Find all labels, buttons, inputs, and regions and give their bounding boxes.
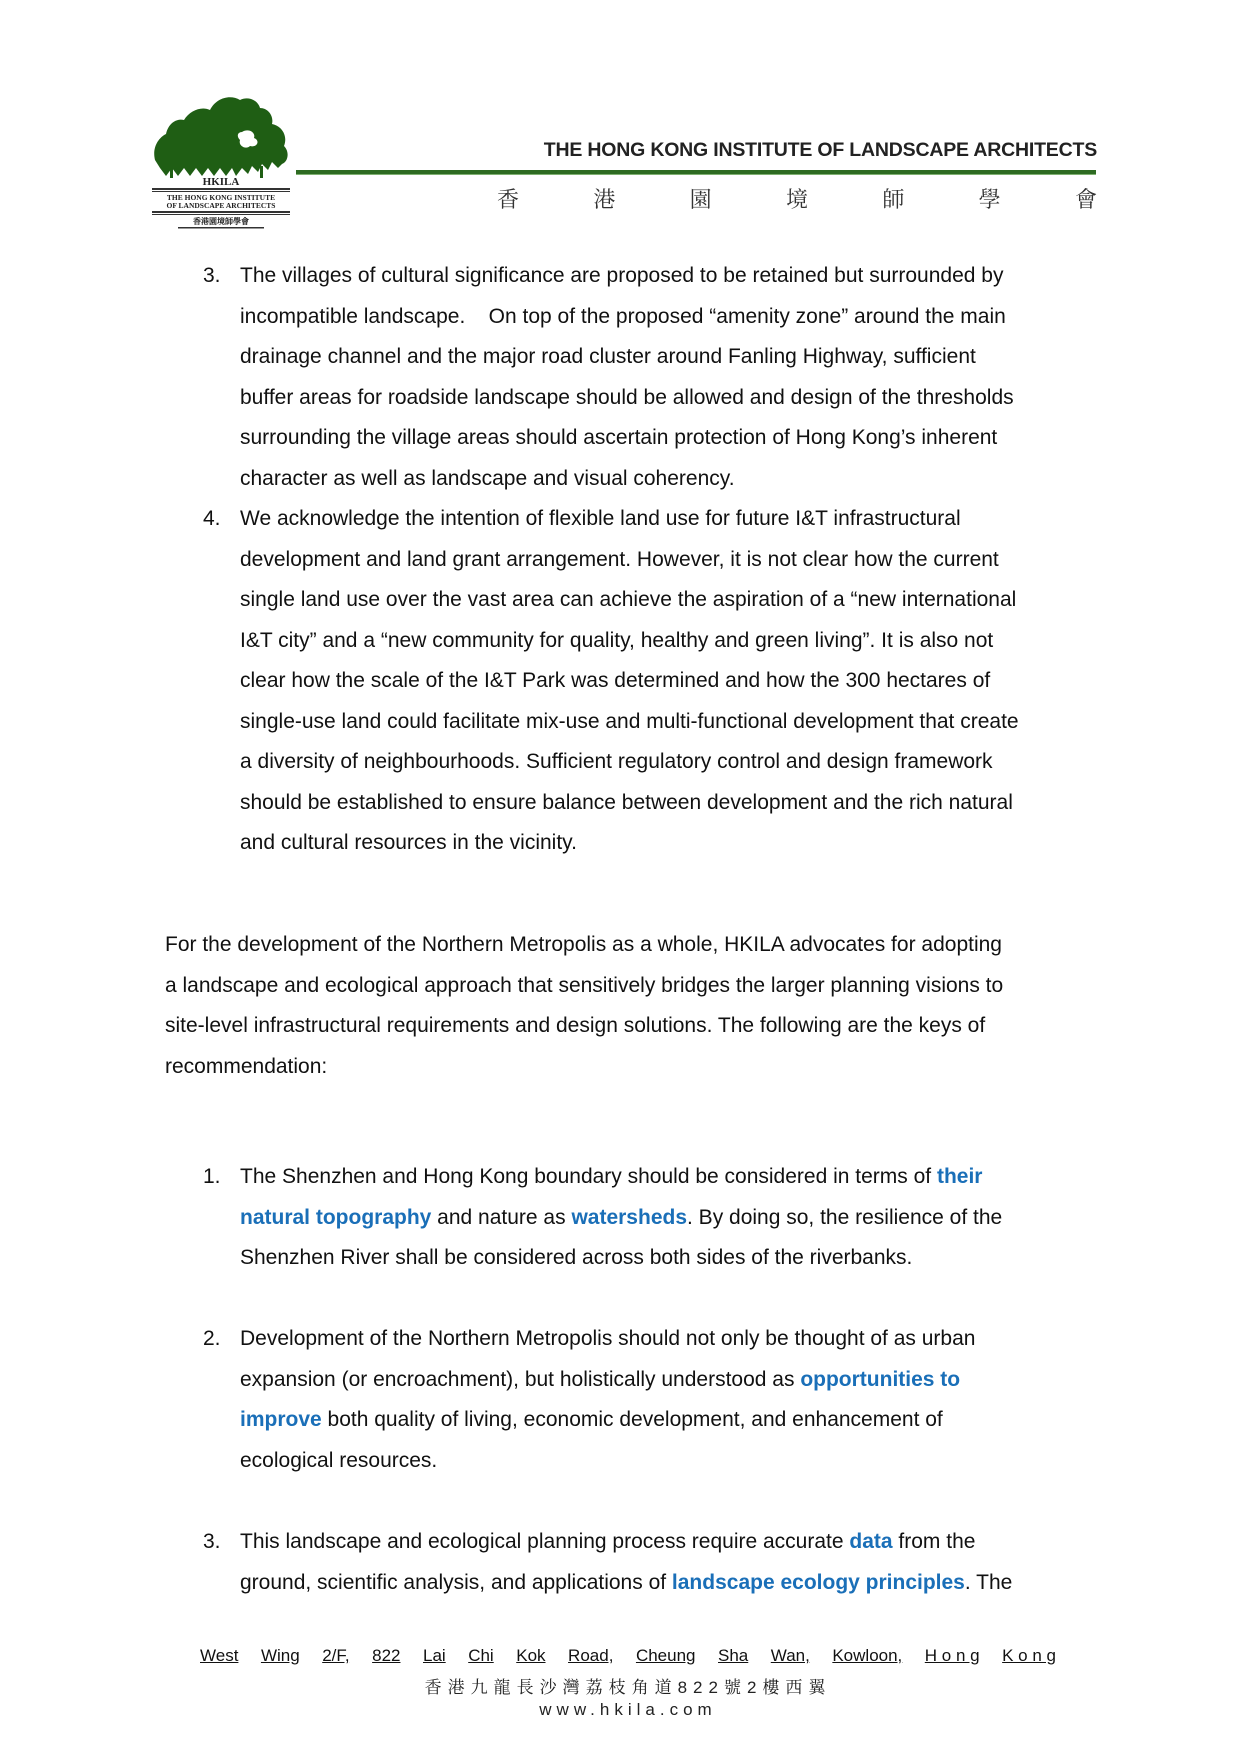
recommendation-list-item-1 (203, 1157, 1103, 1279)
list-item (203, 1522, 1103, 1603)
text-run: and nature as (431, 1205, 572, 1229)
footer-address-en (200, 1646, 1056, 1666)
address-word: Chi (468, 1646, 494, 1665)
text-run: . The (964, 1570, 1013, 1594)
highlight-term: improve (240, 1408, 322, 1431)
text-line: single-use land could facilitate mix-use and multi-functional development that create (240, 709, 1019, 733)
address-word: Sha (718, 1646, 749, 1665)
text-line: a landscape and ecological approach that sensitively bridges the larger planning visions to (165, 973, 1004, 997)
zh-char: 境 (785, 188, 808, 213)
tree-logo-icon (150, 88, 292, 230)
concerns-list (203, 256, 1103, 864)
text-line: drainage channel and the major road cluster around Fanling Highway, sufficient (240, 345, 976, 368)
address-word: Cheung (635, 1646, 696, 1665)
highlight-term: opportunities to (800, 1367, 961, 1391)
text-line: single land use over the vast area can achieve the aspiration of a “new international (240, 588, 1017, 611)
svg-text:THE HONG KONG INSTITUTE: THE HONG KONG INSTITUTE (166, 193, 276, 202)
text-line (240, 1157, 1103, 1198)
text-line (240, 1400, 1103, 1441)
address-word: H o n g (924, 1646, 980, 1665)
text-line: clear how the scale of the I&T Park was determined and how the 300 hectares of (240, 669, 991, 692)
highlight-term: data (849, 1530, 893, 1553)
text-run: . By doing so, the resilience of the (687, 1205, 1003, 1229)
address-word: West (200, 1646, 239, 1665)
highlight-term: natural topography (240, 1205, 432, 1229)
institute-name-en: THE HONG KONG INSTITUTE OF LANDSCAPE ARCHITECTS (543, 139, 1097, 161)
item-number: 4. (203, 507, 221, 530)
zh-char: 香 (497, 188, 520, 213)
svg-text:OF LANDSCAPE ARCHITECTS: OF LANDSCAPE ARCHITECTS (166, 201, 276, 210)
text-line: recommendation: (165, 1054, 328, 1078)
text-line: should be established to ensure balance between development and the rich natural (240, 790, 1013, 814)
text-line: I&T city” and a “new community for quality, healthy and green living”. It is also not (240, 628, 994, 652)
address-word: Wan, (770, 1646, 810, 1665)
item-number: 1. (203, 1165, 221, 1188)
highlight-term: watersheds (571, 1205, 688, 1229)
header-divider (296, 170, 1096, 175)
address-word: Road, (568, 1646, 614, 1665)
highlight-term: landscape ecology principles (671, 1570, 965, 1594)
address-word: K o n g (1002, 1646, 1056, 1665)
address-word: 2/F, (322, 1646, 350, 1665)
address-word: Kowloon, (832, 1646, 903, 1665)
zh-char: 學 (978, 188, 1001, 213)
recommendation-list-item-3 (203, 1522, 1103, 1603)
text-line: a diversity of neighbourhoods. Sufficient regulatory control and design framework (240, 750, 993, 773)
address-word: 822 (372, 1646, 401, 1665)
zh-char: 師 (882, 188, 905, 213)
footer-address-zh: 香港九龍長沙灣荔枝角道822號2樓西翼 (424, 1678, 832, 1697)
address-word: Kok (516, 1646, 546, 1665)
text-line: surrounding the village areas should ascertain protection of Hong Kong’s inherent (240, 426, 998, 449)
text-line: Development of the Northern Metropolis should not only be thought of as urban (240, 1327, 976, 1350)
institute-name-zh (497, 183, 1097, 214)
text-run: ground, scientific analysis, and applications of (240, 1570, 672, 1594)
text-line (240, 1522, 1103, 1563)
highlight-term: their (936, 1165, 983, 1188)
recommendation-intro (165, 925, 1100, 1087)
text-line: buffer areas for roadside landscape should be allowed and design of the thresholds (240, 385, 1014, 409)
svg-text:HKILA: HKILA (202, 176, 240, 188)
text-line: We acknowledge the intention of flexible land use for future I&T infrastructural (240, 507, 961, 530)
text-line (240, 1360, 1103, 1401)
text-run: This landscape and ecological planning process require accurate (240, 1530, 850, 1553)
text-line: development and land grant arrangement. However, it is not clear how the current (240, 547, 999, 571)
text-run: from the (892, 1530, 976, 1553)
zh-char: 港 (593, 188, 616, 213)
text-line (240, 1563, 1103, 1604)
zh-char: 園 (689, 188, 712, 213)
text-line: incompatible landscape. On top of the proposed “amenity zone” around the main (240, 304, 1006, 328)
text-line: The villages of cultural significance are proposed to be retained but surrounded by (240, 264, 1004, 287)
list-item (203, 499, 1103, 864)
text-line: ecological resources. (240, 1448, 438, 1472)
list-item (203, 1319, 1103, 1481)
text-run: expansion (or encroachment), but holistically understood as (240, 1367, 801, 1391)
text-line (240, 1198, 1103, 1239)
zh-char: 會 (1074, 188, 1097, 213)
item-number: 3. (203, 264, 221, 287)
text-run: The Shenzhen and Hong Kong boundary should be considered in terms of (240, 1165, 937, 1188)
text-line: Shenzhen River shall be considered across both sides of the riverbanks. (240, 1246, 913, 1269)
list-item (203, 256, 1103, 499)
address-word: Lai (423, 1646, 446, 1665)
text-line: and cultural resources in the vicinity. (240, 831, 577, 854)
recommendation-list-item-2 (203, 1319, 1103, 1481)
footer-website-link[interactable]: www.hkila.com (539, 1700, 717, 1719)
hkila-logo (150, 88, 292, 230)
item-number: 3. (203, 1530, 221, 1553)
text-line: site-level infrastructural requirements and design solutions. The following are the keys of (165, 1014, 986, 1037)
text-line: For the development of the Northern Metropolis as a whole, HKILA advocates for adopting (165, 933, 1002, 956)
item-number: 2. (203, 1327, 221, 1350)
address-word: Wing (260, 1646, 300, 1665)
list-item (203, 1157, 1103, 1279)
text-run: both quality of living, economic development, and enhancement of (321, 1408, 943, 1431)
text-line: character as well as landscape and visual coherency. (240, 466, 735, 490)
svg-text:香港園境師學會: 香港園境師學會 (193, 216, 249, 226)
